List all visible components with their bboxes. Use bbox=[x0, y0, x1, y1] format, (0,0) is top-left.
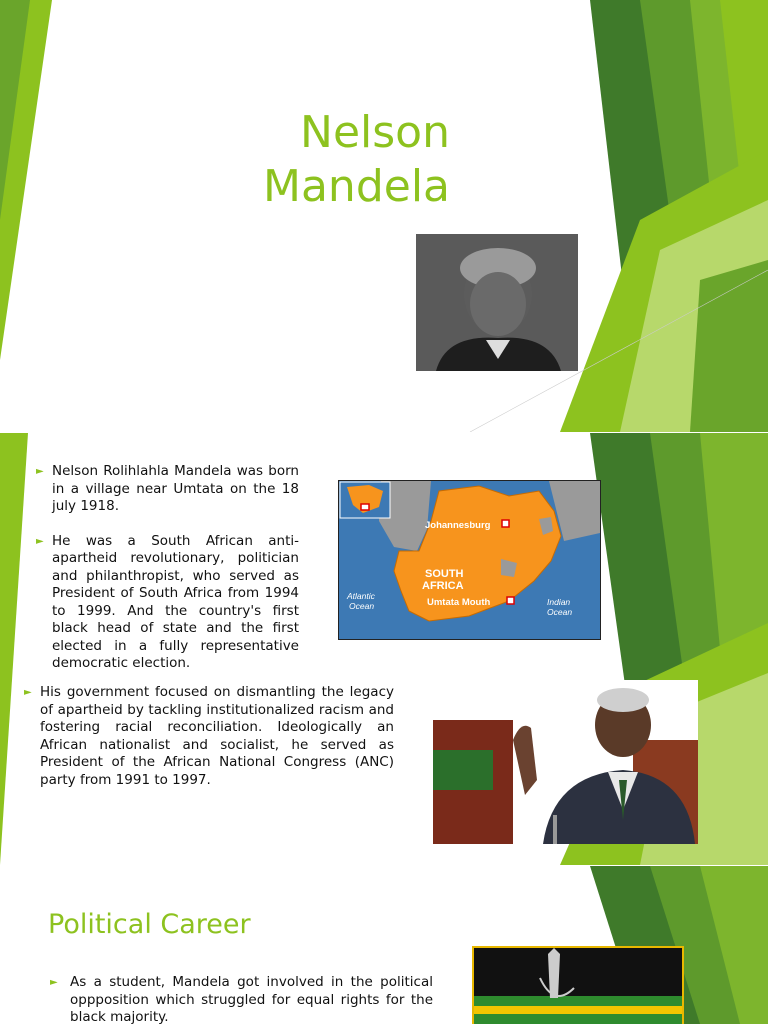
bullet-list bbox=[50, 974, 433, 1024]
map-label-country-2: AFRICA bbox=[422, 580, 464, 592]
title-line-1: Nelson bbox=[300, 107, 450, 158]
slide-biography bbox=[0, 433, 768, 865]
slide-political-career bbox=[0, 866, 768, 1024]
map-label-indian-1: Indian bbox=[547, 597, 571, 607]
political-career-heading: Political Career bbox=[48, 909, 251, 940]
bullet-arrow-icon: ► bbox=[36, 466, 44, 477]
portrait-photo bbox=[416, 234, 578, 371]
bullet-arrow-icon: ► bbox=[24, 687, 32, 698]
map-label-atlantic-1: Atlantic bbox=[347, 591, 375, 601]
list-item: ► Nelson Rolihlahla Mandela was born in a village near Umtata on the 18 july 1918. bbox=[36, 463, 299, 514]
list-item: ► His government focused on dismantling the legacy of apartheid by tackling institutionalized racism and fostering racial reconciliation. Ideologically an African nationalist and socialist, he served as President of the African National Congress (ANC) party from 1991 to 1997. bbox=[24, 684, 394, 788]
list-item: ► As a student, Mandela got involved in the political oppposition which struggled for equal rights for the black majority. bbox=[50, 974, 433, 1024]
title-line-2: Mandela bbox=[263, 161, 450, 212]
speech-photo bbox=[433, 680, 698, 844]
bullet-list-upper bbox=[36, 463, 299, 673]
list-item: ► He was a South African anti-apartheid revolutionary, politician and philanthropist, who served as President of South Africa from 1994 to 1999. And the country's first black head of state and the first elected in a fully representative democratic election. bbox=[36, 532, 299, 671]
map-label-indian-2: Ocean bbox=[547, 607, 573, 617]
slide-title bbox=[0, 0, 768, 432]
map-label-umtata: Umtata Mouth bbox=[427, 597, 491, 608]
green-decoration bbox=[0, 0, 768, 432]
map-label-johannesburg: Johannesburg bbox=[425, 520, 491, 531]
slide-title-heading bbox=[240, 106, 450, 214]
bullet-arrow-icon: ► bbox=[36, 535, 44, 547]
bullet-list-lower bbox=[24, 684, 394, 789]
south-africa-map bbox=[338, 480, 601, 640]
anc-flag-image bbox=[472, 946, 684, 1024]
map-label-country-1: SOUTH bbox=[425, 568, 464, 580]
map-label-atlantic-2: Ocean bbox=[349, 601, 375, 611]
bullet-arrow-icon: ► bbox=[50, 977, 58, 988]
